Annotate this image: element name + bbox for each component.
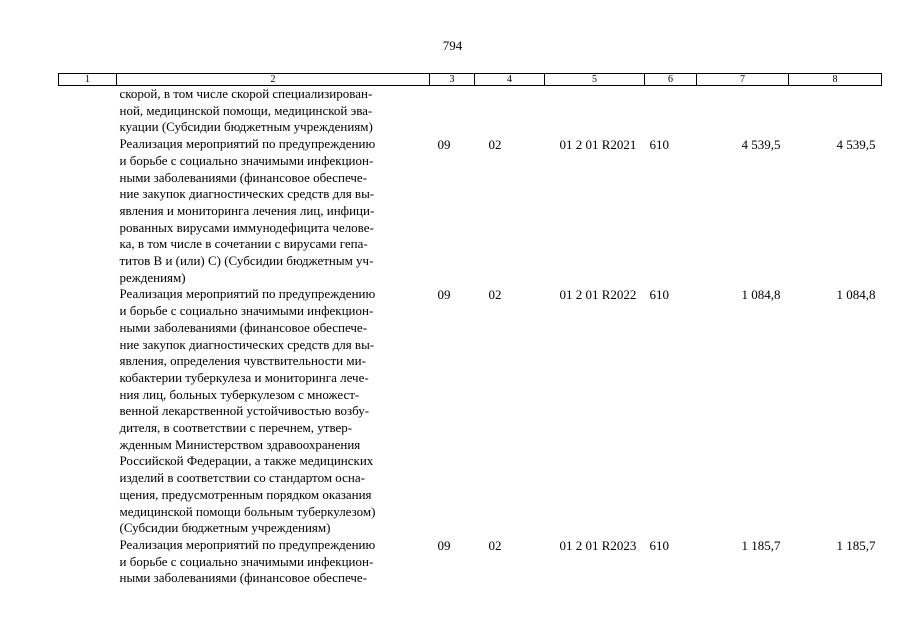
description-line: жденным Министерством здравоохранения — [119, 436, 361, 452]
amount-column-8: 1 084,8 — [836, 287, 876, 303]
section-code: 09 — [437, 537, 451, 553]
column-header-6: 6 — [645, 74, 697, 86]
amount-column-8 — [789, 86, 882, 137]
table-row — [59, 136, 882, 286]
expense-type-code: 610 — [649, 137, 669, 153]
column-header-3: 3 — [430, 74, 475, 86]
description-line: изделий в соответствии со стандартом осна- — [119, 470, 365, 486]
description-line: (Субсидии бюджетным учреждениям) — [119, 520, 331, 536]
expense-description — [117, 286, 430, 537]
section-code: 09 — [437, 137, 451, 153]
description-line: венной лекарственной устойчивостью возбу- — [119, 403, 370, 419]
description-line: рованных вирусами иммунодефицита челове- — [119, 219, 374, 235]
description-line: ной, медицинской помощи, медицинской эва- — [119, 102, 373, 118]
description-line: и борьбе с социально значимыми инфекцион- — [119, 303, 374, 319]
table-row — [59, 86, 882, 137]
description-line: явления, определения чувствительности ми- — [119, 353, 366, 369]
amount-column-7: 1 185,7 — [741, 537, 781, 553]
description-line: и борьбе с социально значимыми инфекцион- — [119, 553, 374, 569]
column-header-7: 7 — [697, 74, 789, 86]
table-row — [59, 286, 882, 537]
description-line: реждениям) — [119, 269, 186, 285]
subsection-code: 02 — [488, 137, 502, 153]
section-code: 09 — [437, 287, 451, 303]
row-number-cell — [59, 86, 117, 137]
row-number-cell — [59, 537, 117, 587]
table-header — [59, 74, 882, 86]
description-line: щения, предусмотренным порядком оказания — [119, 486, 372, 502]
table-row — [59, 537, 882, 587]
target-article-code: 01 2 01 R2023 — [559, 537, 637, 553]
description-line: ние закупок диагностических средств для вы- — [119, 186, 375, 202]
column-header-5: 5 — [545, 74, 645, 86]
page-number: 794 — [442, 38, 463, 53]
amount-column-7: 1 084,8 — [741, 287, 781, 303]
description-line: ными заболеваниями (финансовое обеспече- — [119, 570, 368, 586]
amount-column-8: 1 185,7 — [836, 537, 876, 553]
expense-type-code: 610 — [649, 537, 669, 553]
column-number-row — [59, 74, 882, 86]
description-line: явления и мониторинга лечения лиц, инфици- — [119, 202, 375, 218]
amount-column-8: 4 539,5 — [836, 137, 876, 153]
description-line: кобактерии туберкулеза и мониторинга лече- — [119, 369, 369, 385]
subsection-code: 02 — [488, 287, 502, 303]
expense-type-code: 610 — [649, 287, 669, 303]
description-line: куации (Субсидии бюджетным учреждениям) — [119, 119, 373, 135]
description-line: ния лиц, больных туберкулезом с множест- — [119, 386, 360, 402]
table-body — [59, 86, 882, 588]
expense-description — [117, 86, 430, 137]
description-line: и борьбе с социально значимыми инфекцион- — [119, 152, 374, 168]
description-line: Российской Федерации, а также медицинских — [119, 453, 374, 469]
amount-column-7 — [697, 86, 789, 137]
column-header-4: 4 — [475, 74, 545, 86]
expense-description — [117, 136, 430, 286]
column-header-8: 8 — [789, 74, 882, 86]
description-line: Реализация мероприятий по предупреждению — [119, 136, 376, 152]
row-number-cell — [59, 286, 117, 537]
description-line: титов В и (или) С) (Субсидии бюджетным уч- — [119, 253, 374, 269]
expense-type-code — [645, 86, 697, 137]
description-line: ка, в том числе в сочетании с вирусами гепа- — [119, 236, 368, 252]
budget-table — [58, 73, 882, 587]
column-header-2: 2 — [117, 74, 430, 86]
description-line: дителя, в соответствии с перечнем, утвер- — [119, 420, 353, 436]
description-line: ными заболеваниями (финансовое обеспече- — [119, 319, 368, 335]
column-header-1: 1 — [59, 74, 117, 86]
description-line: ными заболеваниями (финансовое обеспече- — [119, 169, 368, 185]
subsection-code: 02 — [488, 537, 502, 553]
description-line: скорой, в том числе скорой специализирован- — [119, 86, 373, 101]
expense-description — [117, 537, 430, 587]
description-line: медицинской помощи больным туберкулезом) — [119, 503, 376, 519]
target-article-code: 01 2 01 R2021 — [559, 137, 637, 153]
section-code — [430, 86, 475, 137]
description-line: ние закупок диагностических средств для вы- — [119, 336, 375, 352]
subsection-code — [475, 86, 545, 137]
description-line: Реализация мероприятий по предупреждению — [119, 536, 376, 552]
target-article-code: 01 2 01 R2022 — [559, 287, 637, 303]
amount-column-7: 4 539,5 — [741, 137, 781, 153]
target-article-code — [545, 86, 645, 137]
row-number-cell — [59, 136, 117, 286]
description-line: Реализация мероприятий по предупреждению — [119, 286, 376, 302]
